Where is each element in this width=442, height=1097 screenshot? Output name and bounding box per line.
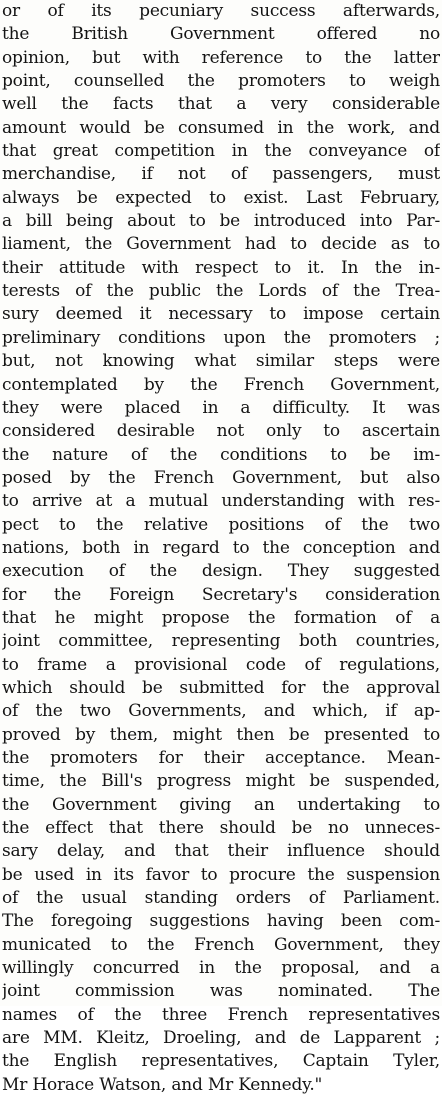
text-line: joint commission was nominated. The bbox=[2, 981, 440, 1002]
text-line: nations, both in regard to the conception and bbox=[2, 537, 440, 558]
text-line: the nature of the conditions to be im- bbox=[2, 444, 440, 465]
text-line: which should be submitted for the approval bbox=[2, 677, 440, 698]
text-line: joint committee, representing both countries, bbox=[2, 631, 440, 652]
text-line: amount would be consumed in the work, and bbox=[2, 117, 440, 138]
text-line: or of its pecuniary success afterwards, bbox=[2, 1, 440, 21]
text-line: proved by them, might then be presented to bbox=[2, 724, 440, 745]
text-line: execution of the design. They suggested bbox=[2, 561, 440, 582]
text-line: are MM. Kleitz, Droeling, and de Lapparent ; bbox=[2, 1028, 440, 1049]
text-line: to arrive at a mutual understanding with res- bbox=[2, 491, 440, 512]
text-line: preliminary conditions upon the promoters ; bbox=[2, 327, 440, 348]
text-line: contemplated by the French Government, bbox=[2, 374, 440, 395]
text-line: The foregoing suggestions having been com- bbox=[2, 911, 440, 932]
text-line: but, not knowing what similar steps were bbox=[2, 351, 440, 372]
text-line: of the usual standing orders of Parliament. bbox=[2, 888, 440, 909]
text-line: opinion, but with reference to the latter bbox=[2, 47, 440, 68]
text-line: a bill being about to be introduced into Par- bbox=[2, 211, 440, 232]
text-line: willingly concurred in the proposal, and a bbox=[2, 958, 440, 979]
text-line: pect to the relative positions of the two bbox=[2, 514, 440, 535]
text-line: liament, the Government had to decide as to bbox=[2, 234, 440, 255]
text-line: always be expected to exist. Last February, bbox=[2, 187, 440, 208]
text-line: that great competition in the conveyance of bbox=[2, 141, 440, 162]
text-line: municated to the French Government, they bbox=[2, 934, 440, 955]
text-line: sary delay, and that their influence should bbox=[2, 841, 440, 862]
text-line: point, counselled the promoters to weigh bbox=[2, 71, 440, 92]
text-line: the Government giving an undertaking to bbox=[2, 794, 440, 815]
text-line: of the two Governments, and which, if ap- bbox=[2, 701, 440, 722]
text-line: to frame a provisional code of regulations, bbox=[2, 654, 440, 675]
text-line: they were placed in a difficulty. It was bbox=[2, 397, 440, 418]
text-line: considered desirable not only to ascertain bbox=[2, 421, 440, 442]
text-line: merchandise, if not of passengers, must bbox=[2, 164, 440, 185]
text-line: posed by the French Government, but also bbox=[2, 467, 440, 488]
text-line: the British Government offered no bbox=[2, 24, 440, 45]
text-line: well the facts that a very considerable bbox=[2, 94, 440, 115]
text-line: be used in its favor to procure the suspension bbox=[2, 864, 440, 885]
text-line: the promoters for their acceptance. Mean- bbox=[2, 748, 440, 768]
text-line: the effect that there should be no unneces- bbox=[2, 818, 440, 839]
text-line: names of the three French representatives bbox=[2, 1004, 440, 1025]
text-line: that he might propose the formation of a bbox=[2, 607, 440, 628]
text-line: Mr Horace Watson, and Mr Kennedy." bbox=[2, 1074, 323, 1095]
text-line: the English representatives, Captain Tyler, bbox=[2, 1051, 440, 1072]
text-line: their attitude with respect to it. In the in- bbox=[2, 257, 440, 278]
article-column bbox=[2, 0, 440, 1097]
text-line: for the Foreign Secretary's consideration bbox=[2, 584, 440, 605]
text-line: terests of the public the Lords of the Trea- bbox=[2, 281, 440, 302]
text-line: sury deemed it necessary to impose certain bbox=[2, 304, 440, 325]
text-line: time, the Bill's progress might be suspended, bbox=[2, 771, 440, 792]
